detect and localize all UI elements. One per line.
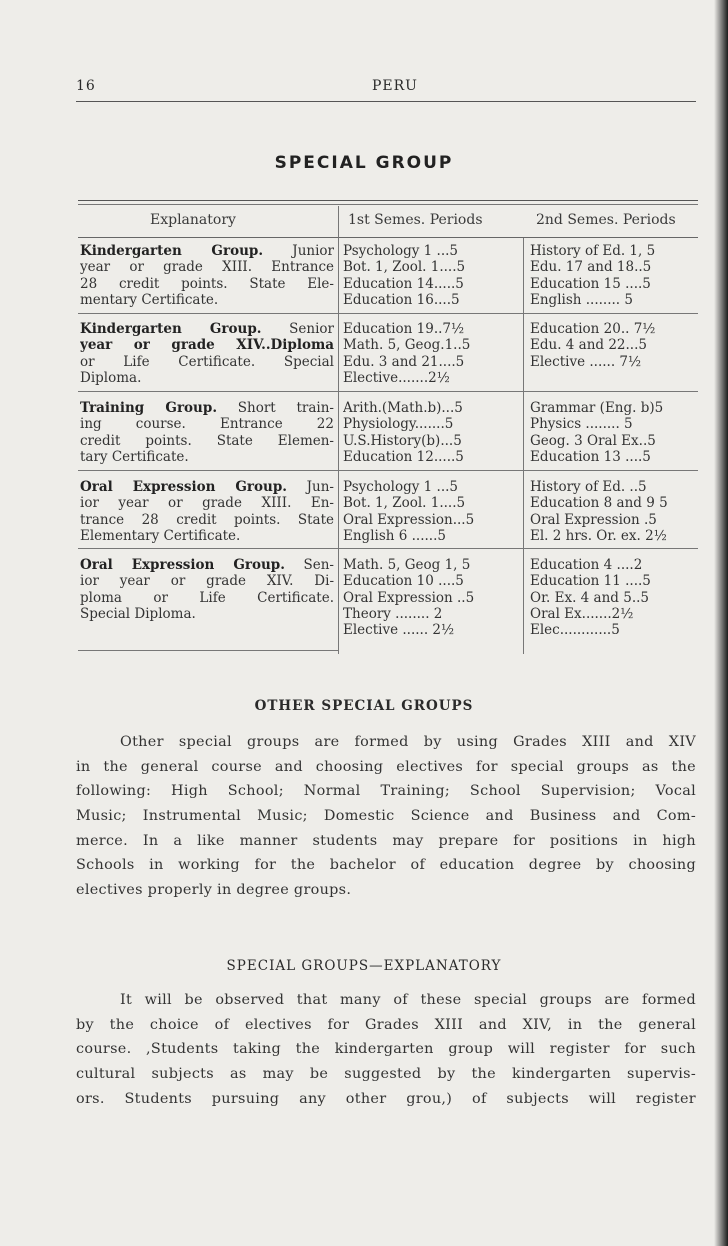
course-entry: Elective.......2½ <box>343 369 450 386</box>
column-header-first-semester: 1st Semes. Periods <box>348 212 483 228</box>
group-name: Kindergarten Group. <box>80 243 264 259</box>
page-header <box>76 78 694 100</box>
explanatory-text: Senior <box>289 321 334 337</box>
course-entry: El. 2 hrs. Or. ex. 2½ <box>530 527 667 544</box>
table-bottom-rule <box>78 650 338 651</box>
course-entry: Education 14.....5 <box>343 275 464 292</box>
explanatory-text: Special Diploma. <box>80 605 196 622</box>
column-header-second-semester: 2nd Semes. Periods <box>536 212 676 228</box>
column-rule-2 <box>523 238 524 654</box>
group-name: Training Group. <box>80 400 218 416</box>
table-row-3-explanatory <box>80 400 334 465</box>
course-entry: Elective ...... 2½ <box>343 622 455 639</box>
explanatory-text: tary Certificate. <box>80 448 189 465</box>
page-number: 16 <box>76 78 96 94</box>
course-entry: Education 10 ....5 <box>343 573 464 590</box>
course-entry: Elective ...... 7½ <box>530 353 642 370</box>
table-row-1-second-semester <box>530 243 700 308</box>
table-row-1-first-semester <box>343 243 519 308</box>
explanatory-text: year or grade XIV..Diploma <box>80 337 334 354</box>
table-row-3-second-semester <box>530 400 700 465</box>
course-entry: Edu. 4 and 22...5 <box>530 337 647 354</box>
table-row-4-first-semester <box>343 479 519 544</box>
paragraph-line: course. ,Students taking the kindergarten group will register for such <box>76 1041 696 1058</box>
paragraph-line: It will be observed that many of these special groups are formed <box>120 992 696 1008</box>
header-bottom-rule <box>78 237 698 238</box>
course-entry: Edu. 17 and 18..5 <box>530 259 652 276</box>
course-entry: History of Ed. 1, 5 <box>530 243 656 259</box>
paragraph-line: merce. In a like manner students may prepare for positions in high <box>76 832 696 849</box>
table-row-5-explanatory <box>80 557 334 622</box>
table-row-5-second-semester <box>530 557 700 638</box>
explanatory-text: ior year or grade XIV. Di- <box>80 573 334 590</box>
course-entry: Education 15 ....5 <box>530 275 651 292</box>
explanatory-paragraph <box>76 988 696 1111</box>
course-entry: Education 20.. 7½ <box>530 321 656 337</box>
other-groups-heading: OTHER SPECIAL GROUPS <box>254 698 474 714</box>
group-name: Oral Expression Group. <box>80 479 288 495</box>
course-entry: Psychology 1 ...5 <box>343 479 459 495</box>
course-entry: Education 16....5 <box>343 291 460 308</box>
explanatory-text: Sen- <box>303 557 334 573</box>
explanatory-text: trance 28 credit points. State <box>80 511 334 528</box>
course-entry: Or. Ex. 4 and 5..5 <box>530 589 649 606</box>
course-entry: Psychology 1 ...5 <box>343 243 459 259</box>
table-top-rule <box>78 200 698 201</box>
course-entry: U.S.History(b)...5 <box>343 432 462 449</box>
explanatory-text: Jun- <box>306 479 334 495</box>
course-entry: Education 19..7½ <box>343 321 465 337</box>
course-entry: Education 11 ....5 <box>530 573 651 590</box>
paragraph-line: in the general course and choosing electives for special groups as the <box>76 758 696 775</box>
course-entry: Physics ........ 5 <box>530 416 633 433</box>
explanatory-text: Elementary Certificate. <box>80 527 241 544</box>
course-entry: Bot. 1, Zool. 1....5 <box>343 259 466 276</box>
paragraph-line: by the choice of electives for Grades XIII and XIV, in the general <box>76 1016 696 1033</box>
table-row-1-explanatory <box>80 243 334 308</box>
explanatory-text: ior year or grade XIII. En- <box>80 495 334 512</box>
course-entry: Education 8 and 9 5 <box>530 495 668 512</box>
course-entry: Education 13 ....5 <box>530 448 651 465</box>
explanatory-text: ing course. Entrance 22 <box>80 416 334 433</box>
course-entry: Bot. 1, Zool. 1....5 <box>343 495 466 512</box>
group-name: Kindergarten Group. <box>80 321 262 337</box>
paragraph-line: ors. Students pursuing any other grou,) of subjects will register <box>76 1090 696 1107</box>
page-edge-shadow <box>714 0 728 1246</box>
course-entry: Physiology.......5 <box>343 416 454 433</box>
column-rule-1 <box>338 206 339 654</box>
row-separator <box>78 470 698 471</box>
course-entry: Grammar (Eng. b)5 <box>530 400 664 416</box>
course-entry: Oral Expression .5 <box>530 511 657 528</box>
section-title: SPECIAL GROUP <box>274 153 454 173</box>
course-entry: English 6 ......5 <box>343 527 446 544</box>
course-entry: English ........ 5 <box>530 291 633 308</box>
course-entry: Oral Expression ..5 <box>343 589 475 606</box>
table-row-3-first-semester <box>343 400 519 465</box>
table-top-rule-inner <box>78 204 698 205</box>
course-entry: Math. 5, Geog.1..5 <box>343 337 471 354</box>
course-entry: Education 4 ....2 <box>530 557 643 573</box>
explanatory-text: Diploma. <box>80 369 142 386</box>
explanatory-text: Short train- <box>237 400 334 416</box>
table-row-4-second-semester <box>530 479 700 544</box>
column-header-explanatory: Explanatory <box>150 212 236 228</box>
course-entry: Math. 5, Geog 1, 5 <box>343 557 471 573</box>
course-entry: Geog. 3 Oral Ex..5 <box>530 432 656 449</box>
table-row-2-explanatory <box>80 321 334 386</box>
course-entry: Edu. 3 and 21....5 <box>343 353 465 370</box>
table-row-5-first-semester <box>343 557 519 638</box>
explanatory-heading: SPECIAL GROUPS—EXPLANATORY <box>226 958 502 974</box>
explanatory-text: ploma or Life Certificate. <box>80 589 334 606</box>
paragraph-line: Other special groups are formed by using Grades XIII and XIV <box>120 734 696 750</box>
table-row-2-second-semester <box>530 321 700 370</box>
other-groups-paragraph <box>76 730 696 903</box>
row-separator <box>78 391 698 392</box>
explanatory-text: or Life Certificate. Special <box>80 353 334 370</box>
course-entry: Elec............5 <box>530 622 620 639</box>
course-entry: History of Ed. ..5 <box>530 479 647 495</box>
row-separator <box>78 548 698 549</box>
table-row-2-first-semester <box>343 321 519 386</box>
explanatory-text: mentary Certificate. <box>80 291 219 308</box>
course-entry: Education 12.....5 <box>343 448 464 465</box>
course-entry: Theory ........ 2 <box>343 605 443 622</box>
group-name: Oral Expression Group. <box>80 557 285 573</box>
paragraph-line: Music; Instrumental Music; Domestic Science and Business and Com- <box>76 808 696 825</box>
paragraph-line: cultural subjects as may be suggested by the kindergarten supervis- <box>76 1066 696 1083</box>
course-entry: Arith.(Math.b)...5 <box>343 400 463 416</box>
paragraph-line: following: High School; Normal Training; School Supervision; Vocal <box>76 783 696 800</box>
running-head: PERU <box>372 78 418 94</box>
explanatory-text: 28 credit points. State Ele- <box>80 275 334 292</box>
table-row-4-explanatory <box>80 479 334 544</box>
row-separator <box>78 313 698 314</box>
paragraph-line: Schools in working for the bachelor of education degree by choosing <box>76 857 696 874</box>
course-entry: Oral Ex.......2½ <box>530 605 634 622</box>
explanatory-text: year or grade XIII. Entrance <box>80 259 334 276</box>
header-rule <box>76 101 696 102</box>
course-entry: Oral Expression...5 <box>343 511 475 528</box>
paragraph-line: electives properly in degree groups. <box>76 882 352 899</box>
explanatory-text: Junior <box>292 243 334 259</box>
explanatory-text: credit points. State Elemen- <box>80 432 334 449</box>
